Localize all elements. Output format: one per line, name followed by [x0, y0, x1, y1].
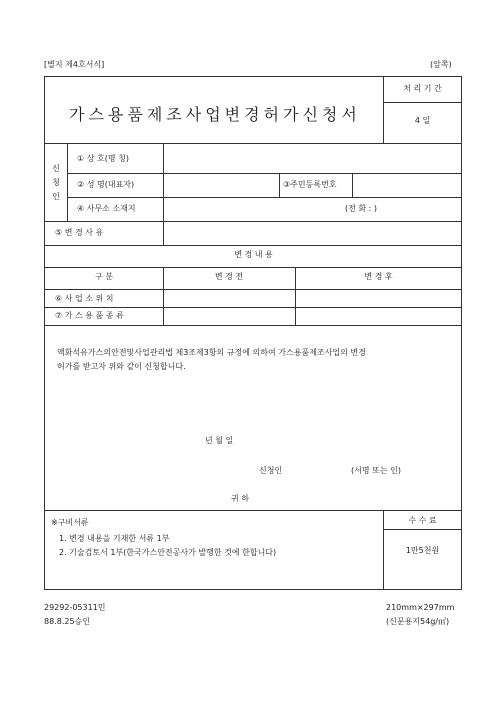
- paper-type: (신문용지54g/㎡): [386, 617, 450, 626]
- resident-number-label: ③주민등록번호: [283, 180, 337, 189]
- form-number: [별지 제4호서식]: [44, 60, 105, 69]
- applicant-group-label-3: 인: [52, 192, 60, 201]
- approval-date: 88.8.25승인: [44, 617, 90, 626]
- recipient-label: 귀 하: [231, 494, 249, 503]
- paper-size: 210mm×297mm: [386, 603, 455, 612]
- change-reason-label: ⑤ 변 경 사 유: [55, 228, 104, 237]
- phone-label: (전 화 : ): [345, 204, 378, 213]
- representative-label: ② 성 명(대표자): [77, 180, 135, 189]
- required-document-2: 2. 기술검토서 1부(한국가스안전공사가 발행한 것에 한합니다): [59, 548, 277, 557]
- page-side-label: (앞쪽): [430, 60, 452, 69]
- form-title: 가스용품제조사업변경허가신청서: [69, 105, 361, 124]
- gas-product-type-label: ⑦ 가 스 용 품 종 류: [55, 311, 124, 320]
- processing-period-value: 4 일: [414, 116, 431, 125]
- change-section-title: 변 경 내 용: [234, 250, 273, 259]
- statement-line-2: 허가를 받고자 위와 같이 신청합니다.: [57, 362, 186, 371]
- applicant-signature-label: 신청인: [259, 466, 283, 475]
- business-name-label: ① 상 호(명 칭): [77, 154, 129, 163]
- fee-value: 1만5천원: [405, 546, 440, 555]
- form-code: 29292-05311민: [44, 603, 106, 612]
- processing-period-label: 처 리 기 간: [403, 84, 442, 93]
- business-location-label: ⑥ 사 업 소 위 치: [55, 294, 114, 303]
- application-form: [44, 76, 462, 590]
- statement-line-1: 액화석유가스의안전및사업관리법 제3조제3항의 규정에 의하여 가스용품제조사업의 변경: [57, 348, 366, 357]
- signature-or-seal: (서명 또는 인): [351, 466, 401, 475]
- required-documents-title: ※구비서류: [51, 518, 89, 527]
- column-category: 구 분: [95, 272, 113, 281]
- applicant-group-label-2: 청: [52, 178, 60, 187]
- office-address-label: ④ 사무소 소재지: [77, 204, 136, 213]
- fee-label: 수 수 료: [408, 516, 437, 525]
- application-date: 년 월 일: [205, 436, 234, 445]
- applicant-group-label-1: 신: [52, 164, 60, 173]
- required-document-1: 1. 변경 내용을 기재한 서류 1부: [59, 534, 170, 543]
- column-after: 변 경 후: [364, 272, 393, 281]
- column-before: 변 경 전: [214, 272, 244, 281]
